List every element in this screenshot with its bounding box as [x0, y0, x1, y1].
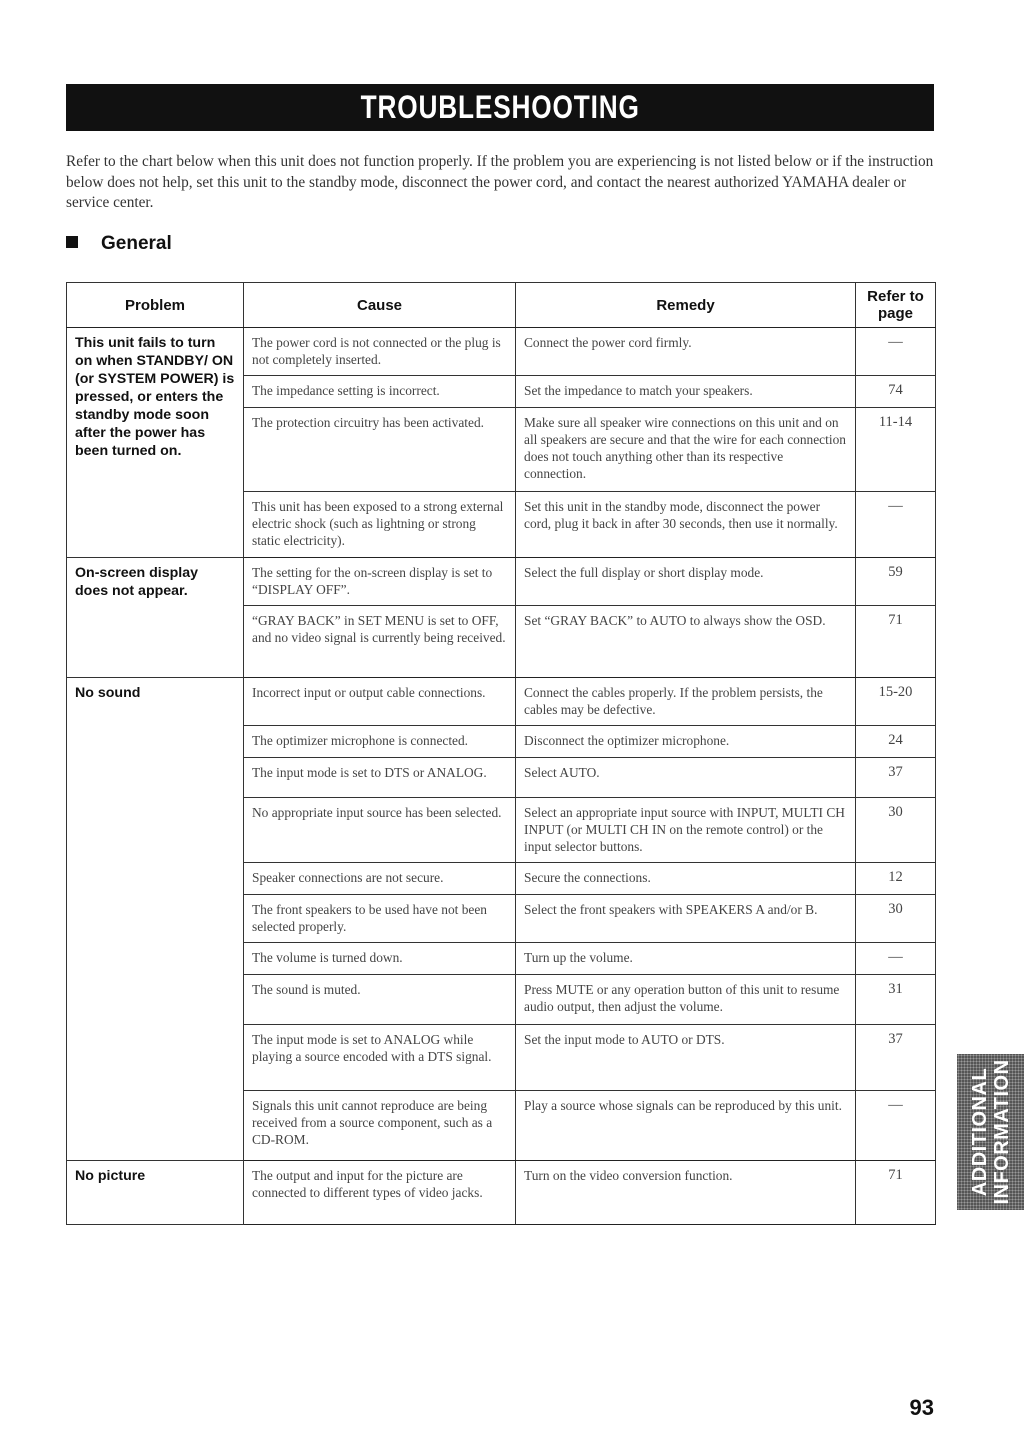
cause-cell: Signals this unit cannot reproduce are being received from a source component, such as a CD-ROM.: [244, 1091, 516, 1161]
problem-cell: On-screen display does not appear.: [67, 558, 244, 678]
square-bullet-icon: [66, 236, 78, 248]
refer-page-cell: 37: [856, 1025, 936, 1091]
remedy-cell: Turn up the volume.: [516, 943, 856, 975]
table-body: [67, 328, 936, 1225]
cause-cell: No appropriate input source has been selected.: [244, 798, 516, 863]
remedy-cell: Press MUTE or any operation button of this unit to resume audio output, then adjust the volume.: [516, 975, 856, 1025]
refer-page-cell: 71: [856, 606, 936, 678]
header-remedy: Remedy: [516, 283, 856, 328]
cause-cell: The protection circuitry has been activated.: [244, 408, 516, 492]
refer-page-cell: 74: [856, 376, 936, 408]
header-cause: Cause: [244, 283, 516, 328]
remedy-cell: Connect the cables properly. If the problem persists, the cables may be defective.: [516, 678, 856, 726]
refer-page-cell: 59: [856, 558, 936, 606]
remedy-cell: Select AUTO.: [516, 758, 856, 798]
remedy-cell: Disconnect the optimizer microphone.: [516, 726, 856, 758]
table-row: [67, 678, 936, 726]
side-tab-label: [969, 1059, 1013, 1204]
cause-cell: The output and input for the picture are connected to different types of video jacks.: [244, 1161, 516, 1225]
refer-page-cell: —: [856, 1091, 936, 1161]
page-title-bar: [66, 84, 934, 131]
header-problem: Problem: [67, 283, 244, 328]
refer-page-cell: —: [856, 492, 936, 558]
cause-cell: The power cord is not connected or the plug is not completely inserted.: [244, 328, 516, 376]
header-refer-page: Refer to page: [856, 283, 936, 328]
remedy-cell: Set the input mode to AUTO or DTS.: [516, 1025, 856, 1091]
page-title: TROUBLESHOOTING: [360, 89, 640, 125]
cause-cell: Speaker connections are not secure.: [244, 863, 516, 895]
refer-page-cell: —: [856, 328, 936, 376]
cause-cell: Incorrect input or output cable connections.: [244, 678, 516, 726]
remedy-cell: Play a source whose signals can be reproduced by this unit.: [516, 1091, 856, 1161]
side-tab-line-2: INFORMATION: [991, 1059, 1013, 1205]
cause-cell: The impedance setting is incorrect.: [244, 376, 516, 408]
intro-paragraph: Refer to the chart below when this unit does not function properly. If the problem you are experiencing is not listed below or if the instruction below does not help, set this unit to the standby mode, disconnect the power cord, and contact the nearest authorized YAMAHA dealer or service center.: [66, 153, 934, 211]
cause-cell: The input mode is set to ANALOG while playing a source encoded with a DTS signal.: [244, 1025, 516, 1091]
remedy-cell: Select the full display or short display mode.: [516, 558, 856, 606]
refer-page-cell: 24: [856, 726, 936, 758]
cause-cell: The front speakers to be used have not been selected properly.: [244, 895, 516, 943]
section-heading: [66, 232, 172, 256]
remedy-cell: Set “GRAY BACK” to AUTO to always show the OSD.: [516, 606, 856, 678]
refer-page-cell: 12: [856, 863, 936, 895]
cause-cell: The setting for the on-screen display is set to “DISPLAY OFF”.: [244, 558, 516, 606]
section-title: General: [101, 233, 172, 254]
refer-page-cell: 15-20: [856, 678, 936, 726]
remedy-cell: Secure the connections.: [516, 863, 856, 895]
remedy-cell: Set the impedance to match your speakers.: [516, 376, 856, 408]
refer-page-cell: 30: [856, 895, 936, 943]
refer-page-cell: 71: [856, 1161, 936, 1225]
table-header-row: [67, 283, 936, 328]
cause-cell: The volume is turned down.: [244, 943, 516, 975]
remedy-cell: Connect the power cord firmly.: [516, 328, 856, 376]
cause-cell: This unit has been exposed to a strong external electric shock (such as lightning or strong static electricity).: [244, 492, 516, 558]
problem-cell: This unit fails to turn on when STANDBY/ ON (or SYSTEM POWER) is pressed, or enters the standby mode soon after the power has been turned on.: [67, 328, 244, 558]
cause-cell: The optimizer microphone is connected.: [244, 726, 516, 758]
refer-page-cell: 31: [856, 975, 936, 1025]
remedy-cell: Select the front speakers with SPEAKERS A and/or B.: [516, 895, 856, 943]
cause-cell: The sound is muted.: [244, 975, 516, 1025]
refer-page-cell: 30: [856, 798, 936, 863]
remedy-cell: Set this unit in the standby mode, disconnect the power cord, plug it back in after 30 seconds, then use it normally.: [516, 492, 856, 558]
side-tab-additional-information: [957, 1054, 1024, 1210]
remedy-cell: Turn on the video conversion function.: [516, 1161, 856, 1225]
refer-page-cell: 37: [856, 758, 936, 798]
problem-cell: No picture: [67, 1161, 244, 1225]
problem-cell: No sound: [67, 678, 244, 1161]
remedy-cell: Make sure all speaker wire connections on this unit and on all speakers are secure and that the wire for each connection does not touch anything other than its respective connection.: [516, 408, 856, 492]
table-row: [67, 328, 936, 376]
side-tab-line-1: ADDITIONAL: [969, 1067, 991, 1197]
refer-page-cell: —: [856, 943, 936, 975]
refer-page-cell: 11-14: [856, 408, 936, 492]
remedy-cell: Select an appropriate input source with INPUT, MULTI CH INPUT (or MULTI CH IN on the remote control) or the input selector buttons.: [516, 798, 856, 863]
table-row: [67, 1161, 936, 1225]
page-number: 93: [909, 1395, 934, 1420]
cause-cell: The input mode is set to DTS or ANALOG.: [244, 758, 516, 798]
cause-cell: “GRAY BACK” in SET MENU is set to OFF, and no video signal is currently being received.: [244, 606, 516, 678]
troubleshooting-table: [66, 282, 936, 1225]
table-row: [67, 558, 936, 606]
